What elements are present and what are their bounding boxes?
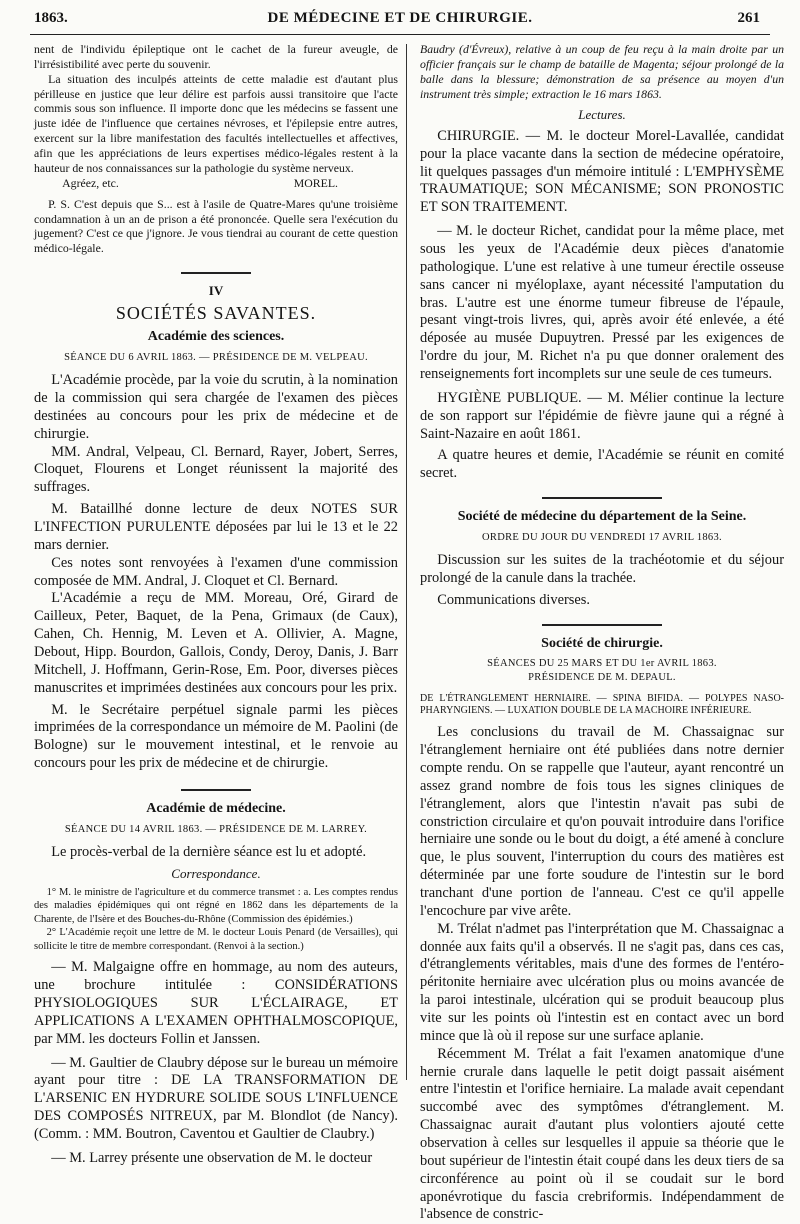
paragraph: — M. Larrey présente une observation de M. le docteur [51,1149,373,1166]
topics-line: DE L'ÉTRANGLEMENT HERNIAIRE. — SPINA BIFIDA. — POLYPES NASO-PHARYNGIENS. — LUXATION DOUBLE DE LA MACHOIRE INFÉRIEURE. [420,692,784,717]
correspondance-heading: Correspondance. [171,865,261,881]
paragraph: nent de l'individu épileptique ont le cachet de la fureur aveugle, de l'irrésistibilité avec perte du souvenir. [34,42,398,71]
paragraph: — M. Gaultier de Claubry dépose sur le bureau un mémoire ayant pour titre : DE LA TRANSFORMATION DE L'ARSENIC EN HYDRURE SOLIDE SOUS L'INFLUENCE DES COMPOSÉS NITREUX, par M. Blondlot (de Nancy). (Comm. : MM. Boutron, Caventou et Gaultier de Claubry.) [34,1054,398,1142]
paragraph: M. le Secrétaire perpétuel signale parmi les pièces imprimées de la correspondance un mémoire de M. Paolini (de Bologne) sur le mouvement intestinal, et le renvoie au concours pour les prix de médecine et de chirurgie. [34,701,398,772]
separator [181,789,251,791]
paragraph: L'Académie procède, par la voie du scrutin, à la nomination de la commission qui sera chargée de l'examen des pièces destinées au concours pour les prix de médecine et de chirurgie. [34,372,398,442]
signature-line [34,176,398,191]
paragraph: L'Académie a reçu de MM. Moreau, Oré, Girard de Cailleux, Peter, Baquet, de la Pena, Grimaux (de Caux), Cahen, Ch. Hennig, M. Leven et A. Ollivier, A. Magne, Debout, Hipp. Bourdon, Gallois, Condy, Deroy, Danis, J. Barr Mitchell, J. Hoffmann, Gerin-Rose, Em. Poor, diverses pièces manuscrites et imprimées destinées aux concours pour les prix. [34,590,398,696]
paragraph: M. Bataillhé donne lecture de deux NOTES SUR L'INFECTION PURULENTE déposées par lui le 13 et le 22 mars dernier. [34,501,398,553]
correspondance-item: 1° M. le ministre de l'agriculture et du commerce transmet : a. Les comptes rendus des maladies épidémiques qui ont régné en 1862 dans les départements de la Charente, de l'Isère et des Bouches-du-Rhône (Commission des épidémies.) [34,887,398,925]
separator [542,624,662,626]
paragraph: MM. Andral, Velpeau, Cl. Bernard, Rayer, Jobert, Serres, Cloquet, Flourens et Longet réunissent la majorité des suffrages. [34,443,398,496]
paragraph: — M. Malgaigne offre en hommage, au nom des auteurs, une brochure intitulée : CONSIDÉRATIONS PHYSIOLOGIQUES SUR L'ÉCLAIRAGE, ET APPLICATIONS A L'EXAMEN OPHTHALMOSCOPIQUE, par MM. les docteurs Follin et Janssen. [34,959,398,1047]
lectures-heading: Lectures. [578,107,626,123]
right-column [420,42,784,1224]
correspondance-item: 2° L'Académie reçoit une lettre de M. le docteur Louis Penard (de Versailles), qui sollicite le titre de membre correspondant. (Renvoi à la section.) [34,927,398,952]
page-header [0,0,800,34]
section-title: SOCIÉTÉS SAVANTES. [115,302,317,323]
academie-sciences-title: Académie des sciences. [147,329,285,345]
presidence-line: PRÉSIDENCE DE M. DEPAUL. [528,672,676,684]
paragraph: Communications diverses. [437,591,590,608]
left-column [34,42,398,1168]
header-year: 1863. [34,10,68,26]
section-number: IV [208,283,224,299]
academie-medecine-title: Académie de médecine. [146,800,286,816]
separator [181,272,251,274]
postscript: P. S. C'est depuis que S... est à l'asile de Quatre-Mares qu'une troisième condamnation à un an de prison a été prononcée. Quelle sera l'exécution du jugement? C'est ce que j'ignore. Je vous tiendrai au courant de cette question médico-légale. [34,196,398,256]
header-rule [30,34,770,35]
column-divider [406,44,407,1080]
signature: MOREL. [293,175,338,190]
page-number: 261 [737,10,760,26]
seance-line: SÉANCE DU 14 AVRIL 1863. — PRÉSIDENCE DE M. LARREY. [64,823,368,835]
paragraph: La situation des inculpés atteints de cette maladie est d'autant plus périlleuse en justice que leur délire est parfois aussi transitoire que l'acte commis sous son influence. Il importe donc que les médecins se fassent une juste idée de l'influence que certaines névroses, et l'épilepsie entre autres, exercent sur la libre manifestation des facultés intellectuelles et affectives, afin que les appréciations de leurs expertises médico-légales restent à la hauteur de nos connaissances sur la pathologie du système nerveux. [34,71,398,175]
paragraph: HYGIÈNE PUBLIQUE. — M. Mélier continue la lecture de son rapport sur l'épidémie de fièvre jaune qui a régné à Saint-Nazaire en août 1861. [420,389,784,442]
paragraph: Récemment M. Trélat a fait l'examen anatomique d'une hernie crurale dans laquelle le petit doigt passait aisément entre l'intestin et l'orifice herniaire. La malade avait cependant succombé avec des symptômes d'étranglement. M. Chassaignac aurait d'autant plus volontiers ajouté cette observation à celles sur lesquelles il appuie sa théorie que le bout supérieur de l'intestin était coupé dans les deux tiers de sa circonférence au point où il se coudait sur le bord aponévrotique du fascia crebriformis. Indépendamment de l'absence de constric- [420,1045,784,1223]
separator [542,497,662,499]
paragraph: Discussion sur les suites de la trachéotomie et du séjour prolongé de la canule dans la trachée. [420,551,784,586]
societe-chirurgie-title: Société de chirurgie. [541,635,663,651]
paragraph: M. Trélat n'admet pas l'interprétation que M. Chassaignac a donnée aux faits qu'il a observés. Il ne s'agit pas, dans ces cas, d'étranglements véritables, mais d'une des formes de l'entéro-péritonite herniaire avec ulcération plus ou moins avancée de la paroi intestinale, ulcération qui se produit beaucoup plus vite sur les points où l'intestin est en contact avec un bord mince que là où il repose sur une surface aplanie. [420,920,784,1044]
seance-line: SÉANCES DU 25 MARS ET DU 1er AVRIL 1863. [487,658,717,670]
paragraph: Les conclusions du travail de M. Chassaignac sur l'étranglement herniaire ont été publiées dans notre dernier compte rendu. On se rappelle que l'auteur, ayant rencontré un assez grand nombre de fois tous les signes cliniques de l'étranglement, alors que l'intestin n'avait pas subi de constriction circulaire et qu'on pouvait introduire dans l'orifice herniaire une sonde ou le bout du doigt, a été amené à conclure que, le plus souvent, l'interruption du cours des matières est déterminée par une forte soudure de l'intestin sur le bord tranchant d'une portion de l'anneau. C'est ce qu'il appelle l'encochure par vive arête. [420,724,784,919]
seance-line: SÉANCE DU 6 AVRIL 1863. — PRÉSIDENCE DE M. VELPEAU. [64,351,368,363]
societe-seine-title: Société de médecine du département de la Seine. [457,509,747,525]
header-title: DE MÉDECINE ET DE CHIRURGIE. [267,10,533,26]
paragraph: — M. le docteur Richet, candidat pour la même place, met sous les yeux de l'Académie deux pièces d'anatomie pathologique. L'une est relative à une tumeur érectile osseuse sans cancer ni myéloplaxe, ayant nécessité l'amputation du bras. L'autre est une énorme tumeur fibreuse de l'épaule, pesant vingt-trois livres, qui, après avoir été enlevée, a été déposée au musée Dupuytren. Pressé par les exigences de l'ordre du jour, M. Richet n'a pu que donner oralement des renseignements fort incomplets sur une seule de ces tumeurs. [420,223,784,382]
paragraph: Baudry (d'Évreux), relative à un coup de feu reçu à la main droite par un officier français sur le champ de bataille de Magenta; séjour prolongé de la balle dans la blessure; démonstration de sa présence au moyen d'un instrument très simple; extraction le 16 mars 1863. [420,42,784,101]
paragraph: Ces notes sont renvoyées à l'examen d'une commission composée de MM. Andral, J. Cloquet et Cl. Bernard. [34,554,398,589]
paragraph: Le procès-verbal de la dernière séance est lu et adopté. [51,843,367,860]
paragraph: CHIRURGIE. — M. le docteur Morel-Lavallée, candidat pour la place vacante dans la section de médecine opératoire, lit quelques passages d'un mémoire intitulé : L'EMPHYSÈME TRAUMATIQUE; SON MÉCANISME; SON PRONOSTIC ET SON TRAITEMENT. [420,127,784,216]
closing: Agréez, etc. [62,175,119,190]
ordre-line: ORDRE DU JOUR DU VENDREDI 17 AVRIL 1863. [482,531,722,543]
paragraph: A quatre heures et demie, l'Académie se réunit en comité secret. [420,447,784,482]
